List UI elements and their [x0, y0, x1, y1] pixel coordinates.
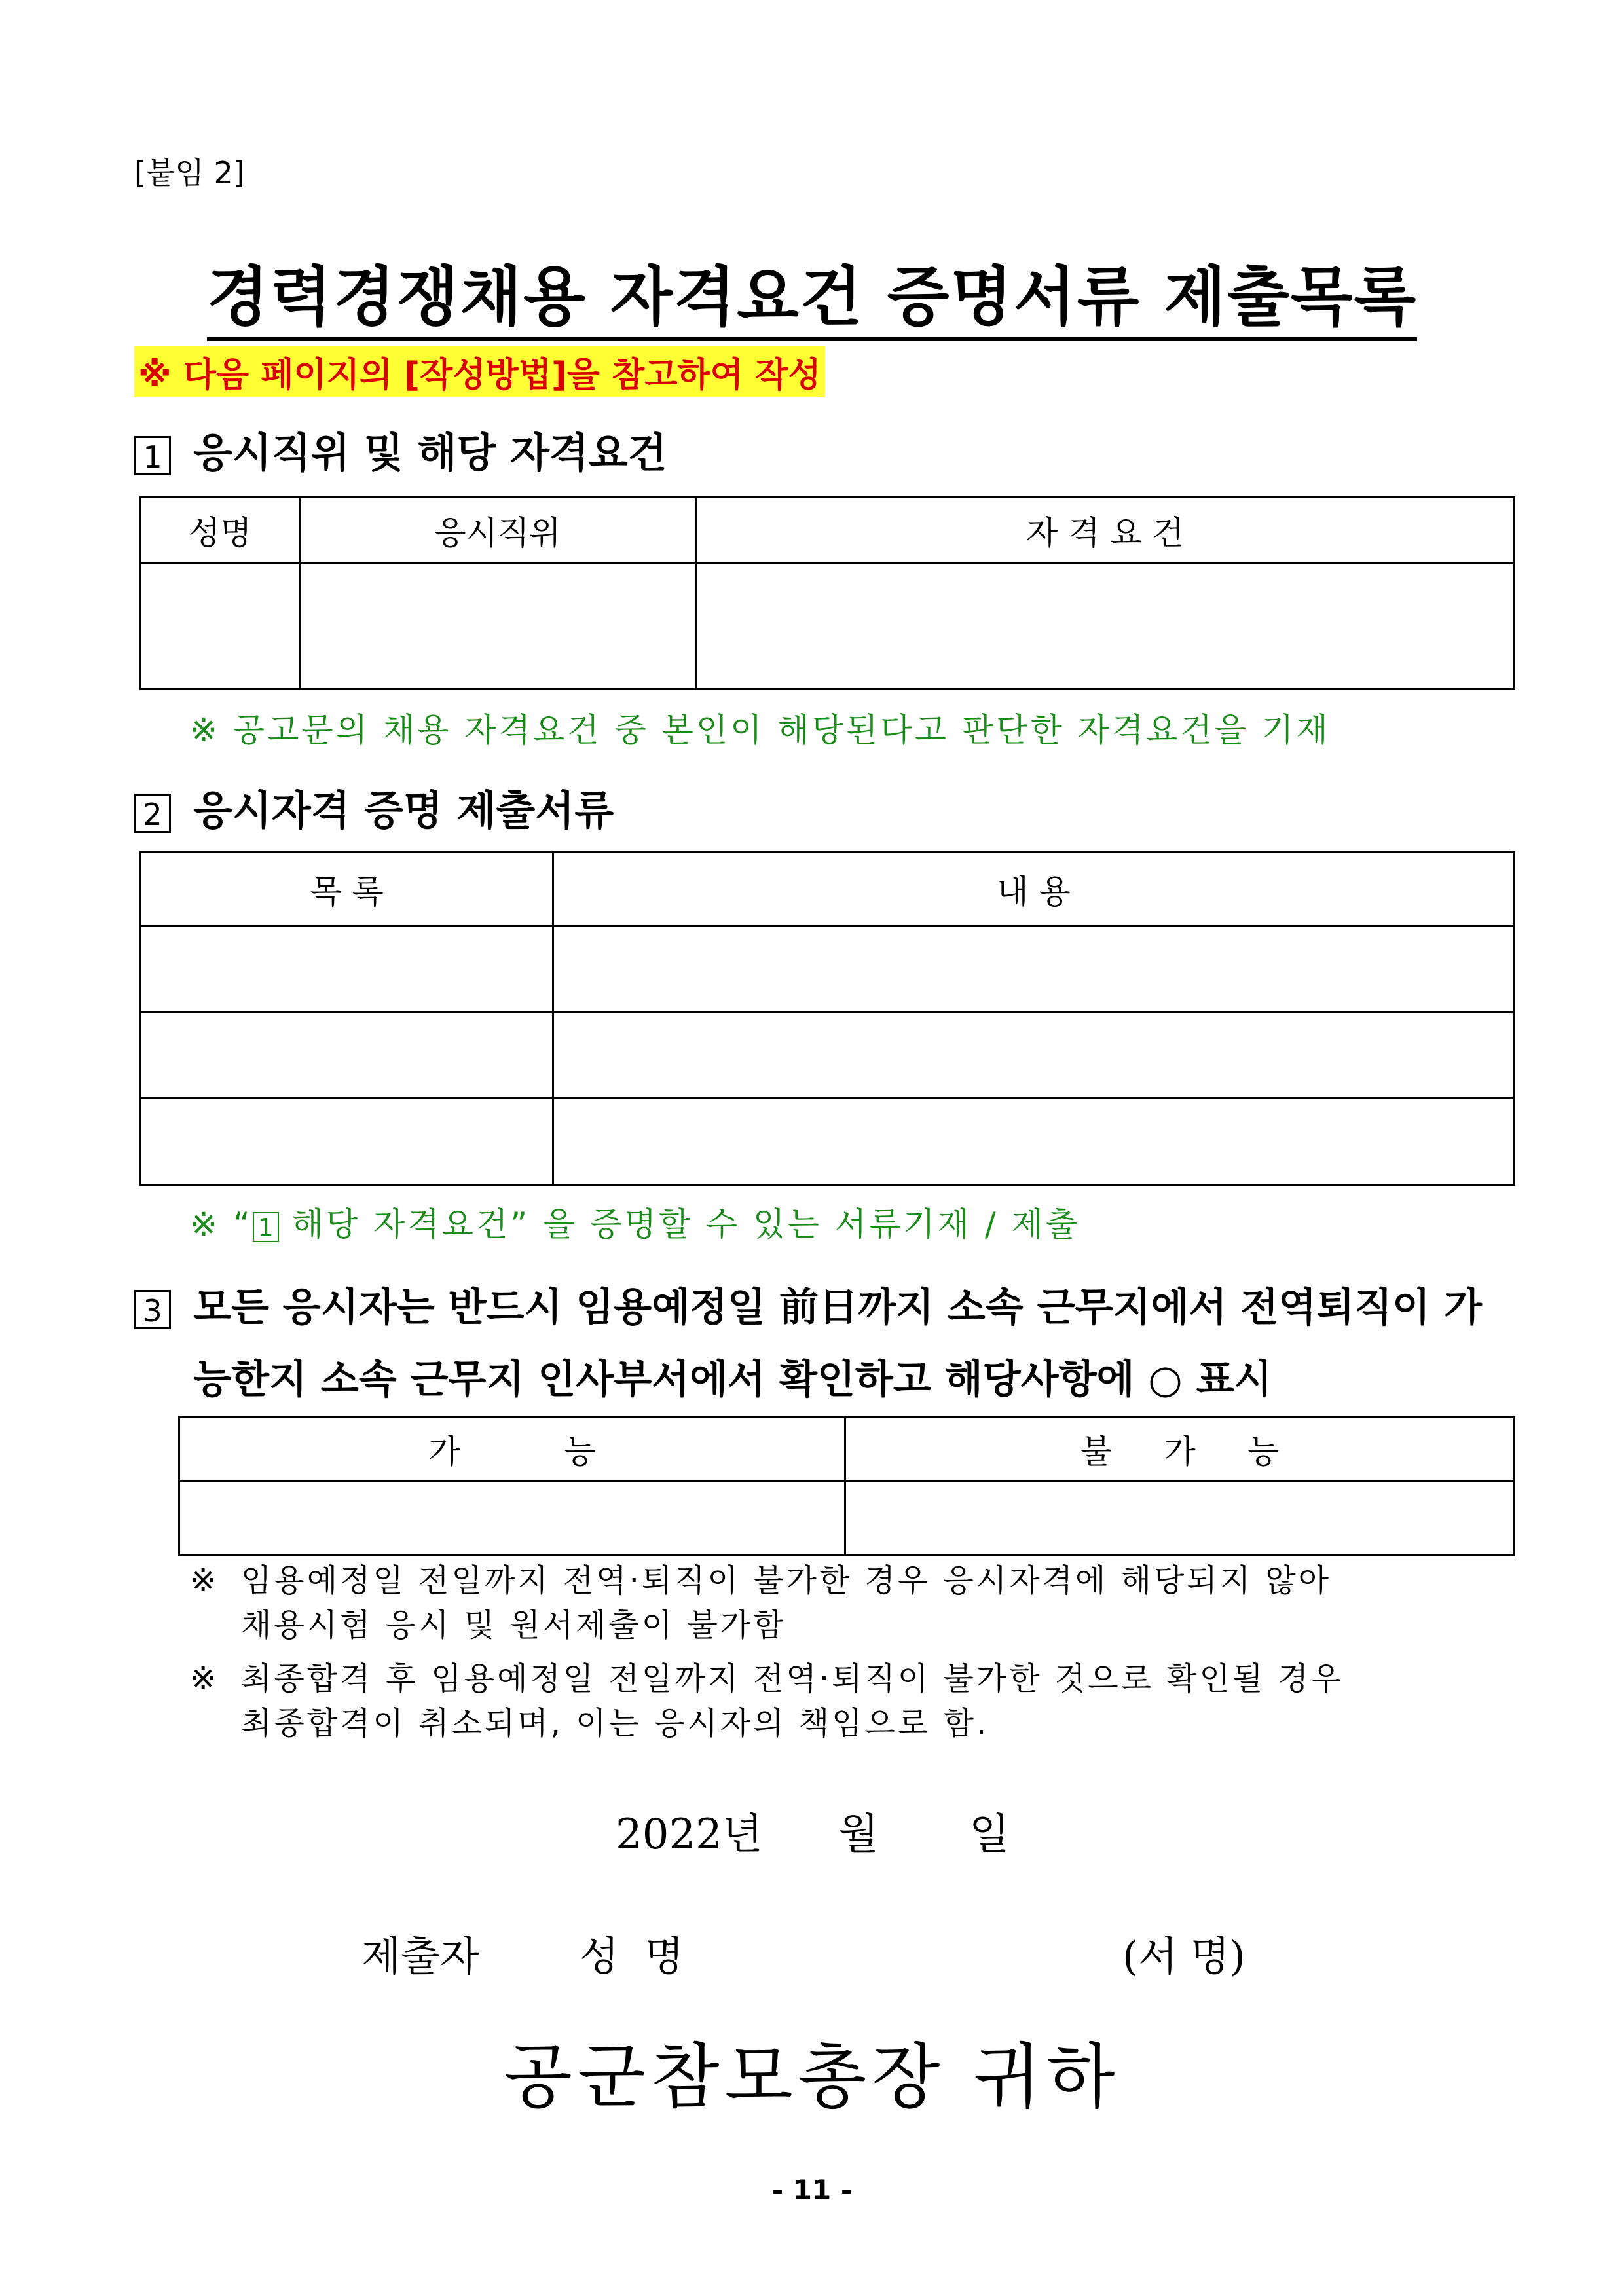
date-month: 월	[838, 1810, 879, 1859]
section2-table	[139, 851, 1515, 1186]
content-cell[interactable]	[553, 926, 1515, 1012]
date-year: 2022년	[616, 1810, 763, 1859]
section1-note: ※ 공고문의 채용 자격요건 중 본인이 해당된다고 판단한 자격요건을 기재	[190, 711, 1331, 749]
document-title-text: 경력경쟁채용 자격요건 증명서류 제출목록	[207, 260, 1417, 341]
section2-heading	[134, 777, 614, 845]
section3-note1	[190, 1558, 1331, 1647]
section3-heading-line2: 능한지 소속 근무지 인사부서에서 확인하고 해당사항에 ○ 표시	[193, 1357, 1272, 1403]
section2-note-prefix: ※ “	[190, 1205, 253, 1243]
header-qualification: 자 격 요 건	[696, 498, 1515, 563]
section3-number: 3	[134, 1290, 171, 1329]
section2-number: 2	[134, 794, 171, 833]
list-cell[interactable]	[141, 1099, 553, 1185]
section3-heading	[134, 1272, 1482, 1416]
header-list: 목 록	[141, 853, 553, 926]
header-content: 내 용	[553, 853, 1515, 926]
section2-note-number: 1	[253, 1212, 279, 1242]
list-cell[interactable]	[141, 926, 553, 1012]
content-cell[interactable]	[553, 1012, 1515, 1099]
section3-heading-line1	[134, 1272, 1482, 1344]
section1-number: 1	[134, 436, 171, 475]
content-cell[interactable]	[553, 1099, 1515, 1185]
section2-heading-text: 응시자격 증명 제출서류	[193, 786, 614, 834]
section1-table	[139, 496, 1515, 690]
possible-cell[interactable]	[179, 1481, 845, 1556]
name-cell[interactable]	[141, 563, 300, 689]
section1-heading	[134, 419, 667, 487]
note1-line2: 채용시험 응시 및 원서제출이 불가함	[241, 1607, 786, 1643]
document-title	[0, 246, 1624, 338]
recipient: 공군참모총장 귀하	[504, 2036, 1120, 2118]
signature-label: (서 명)	[1122, 1932, 1246, 1980]
qualification-cell[interactable]	[696, 563, 1515, 689]
attachment-label: [붙임 2]	[134, 155, 245, 191]
section2-note-text: 해당 자격요건” 을 증명할 수 있는 서류기재 / 제출	[278, 1205, 1080, 1243]
writing-guide-notice: ※ 다음 페이지의 [작성방법]을 참고하여 작성	[134, 346, 825, 397]
section3-note2	[190, 1657, 1344, 1746]
note2-line2: 최종합격이 취소되며, 이는 응시자의 책임으로 함.	[241, 1705, 989, 1742]
header-impossible: 불 가 능	[845, 1418, 1515, 1481]
page-number: - 11 -	[771, 2174, 853, 2206]
date-day: 일	[969, 1810, 1010, 1859]
impossible-cell[interactable]	[845, 1481, 1515, 1556]
note2-line1: 최종합격 후 임용예정일 전일까지 전역·퇴직이 불가한 것으로 확인될 경우	[241, 1661, 1344, 1697]
header-position: 응시직위	[300, 498, 696, 563]
section2-note	[190, 1198, 1080, 1245]
submitter-label: 제출자	[361, 1932, 479, 1980]
note1-mark: ※	[190, 1562, 219, 1599]
header-name: 성명	[141, 498, 300, 563]
section1-heading-text: 응시직위 및 해당 자격요건	[193, 429, 667, 477]
submitter-name-label: 성 명	[580, 1932, 684, 1980]
header-possible: 가 능	[179, 1418, 845, 1481]
position-cell[interactable]	[300, 563, 696, 689]
section3-heading-line1-text: 모든 응시자는 반드시 임용예정일 前日까지 소속 근무지에서 전역퇴직이 가	[193, 1285, 1482, 1331]
section3-table	[178, 1416, 1515, 1556]
note2-mark: ※	[190, 1661, 219, 1697]
list-cell[interactable]	[141, 1012, 553, 1099]
note1-line1: 임용예정일 전일까지 전역·퇴직이 불가한 경우 응시자격에 해당되지 않아	[241, 1562, 1332, 1599]
